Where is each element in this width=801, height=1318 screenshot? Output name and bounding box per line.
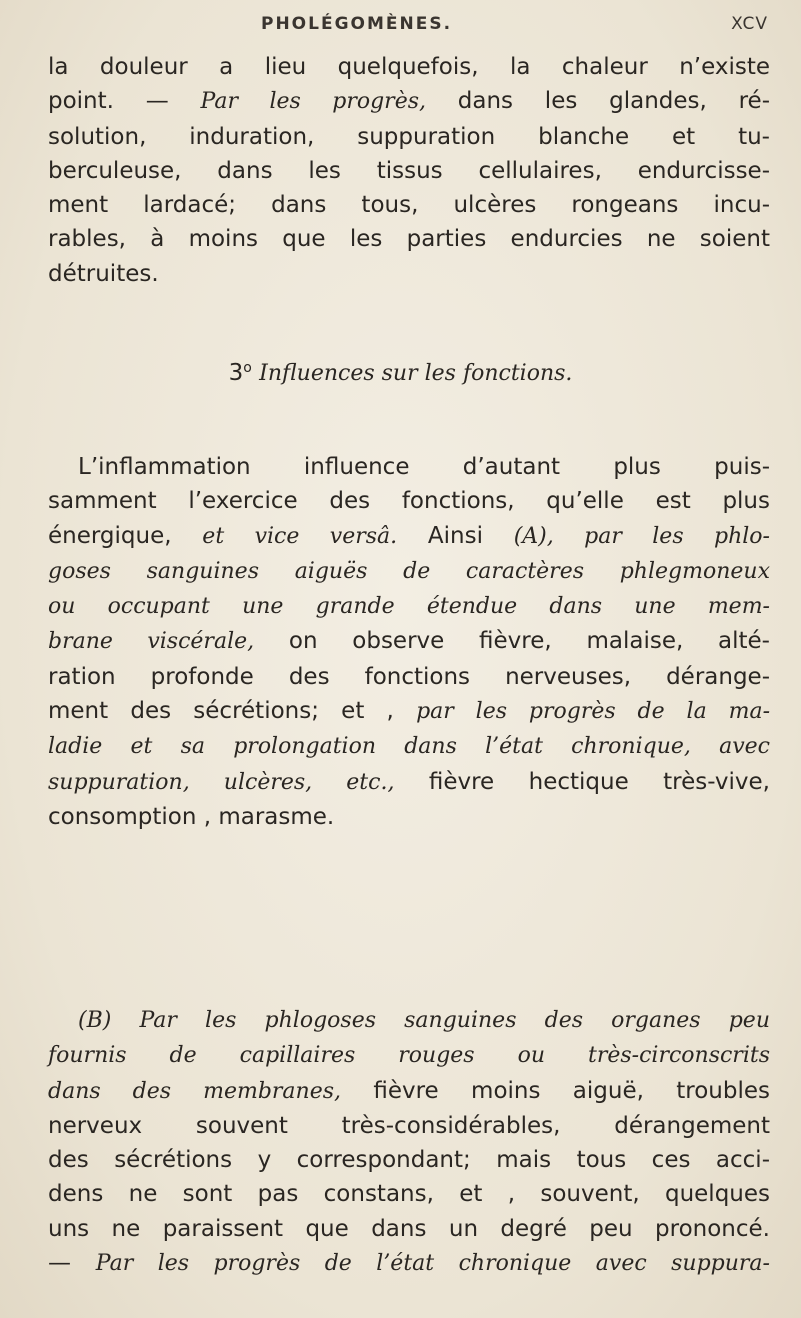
text-line: fournis de capillaires rouges ou très-circonscrits (48, 1043, 770, 1069)
text-line: samment l’exercice des fonctions, qu’elle est plus (48, 488, 770, 515)
text-line: ou occupant une grande étendue dans une mem- (48, 594, 770, 620)
running-head (56, 12, 776, 44)
text-line: suppuration, ulcères, etc., fièvre hectique très-vive, (48, 768, 770, 795)
text-line: uns ne paraissent que dans un degré peu prononcé. (48, 1215, 770, 1242)
text-line: — Par les progrès de l’état chronique avec suppura- (48, 1250, 770, 1277)
text-line: solution, induration, suppuration blanche et tu- (48, 123, 770, 150)
paragraph-b (48, 1003, 770, 1281)
text-line: énergique, et vice versâ. Ainsi (A), par les phlo- (48, 522, 770, 549)
text-line: point. — Par les progrès, dans les glandes, ré- (48, 88, 770, 115)
text-line: dans des membranes, fièvre moins aiguë, troubles (48, 1077, 770, 1104)
page-number: XCV (731, 14, 768, 34)
text-line: brane viscérale, on observe fièvre, malaise, alté- (48, 628, 770, 655)
text-line: goses sanguines aiguës de caractères phlegmoneux (48, 558, 770, 584)
text-line: ment lardacé; dans tous, ulcères rongeans incu- (48, 192, 770, 219)
text-line: (B) Par les phlogoses sanguines des organes peu (78, 1008, 770, 1033)
running-head-title: PHOLÉGOMÈNES. (261, 14, 453, 34)
text-line: ment des sécrétions; et , par les progrès de la ma- (48, 698, 771, 725)
section-heading (0, 360, 801, 386)
text-line: ration profonde des fonctions nerveuses, dérange- (48, 663, 770, 690)
text-line: des sécrétions y correspondant; mais tous ces acci- (48, 1147, 770, 1174)
text-line: berculeuse, dans les tissus cellulaires, endurcisse- (48, 157, 770, 184)
text-line: détruites. (48, 260, 159, 287)
paragraph-continuation (48, 50, 770, 291)
section-title: Influences sur les fonctions. (259, 361, 573, 386)
text-line: nerveux souvent très-considérables, dérangement (48, 1112, 770, 1139)
text-line: dens ne sont pas constans, et , souvent, quelques (48, 1181, 770, 1208)
section-ordinal: o (243, 360, 252, 376)
section-number: 3 (228, 360, 244, 386)
text-line: la douleur a lieu quelquefois, la chaleur n’existe (48, 54, 770, 80)
text-line: consomption , marasme. (48, 803, 335, 830)
paragraph-influence (48, 450, 770, 834)
text-line: L’inflammation influence d’autant plus puis- (78, 454, 770, 480)
text-line: rables, à moins que les parties endurcies ne soient (48, 226, 770, 253)
text-line: ladie et sa prolongation dans l’état chronique, avec (48, 734, 770, 760)
